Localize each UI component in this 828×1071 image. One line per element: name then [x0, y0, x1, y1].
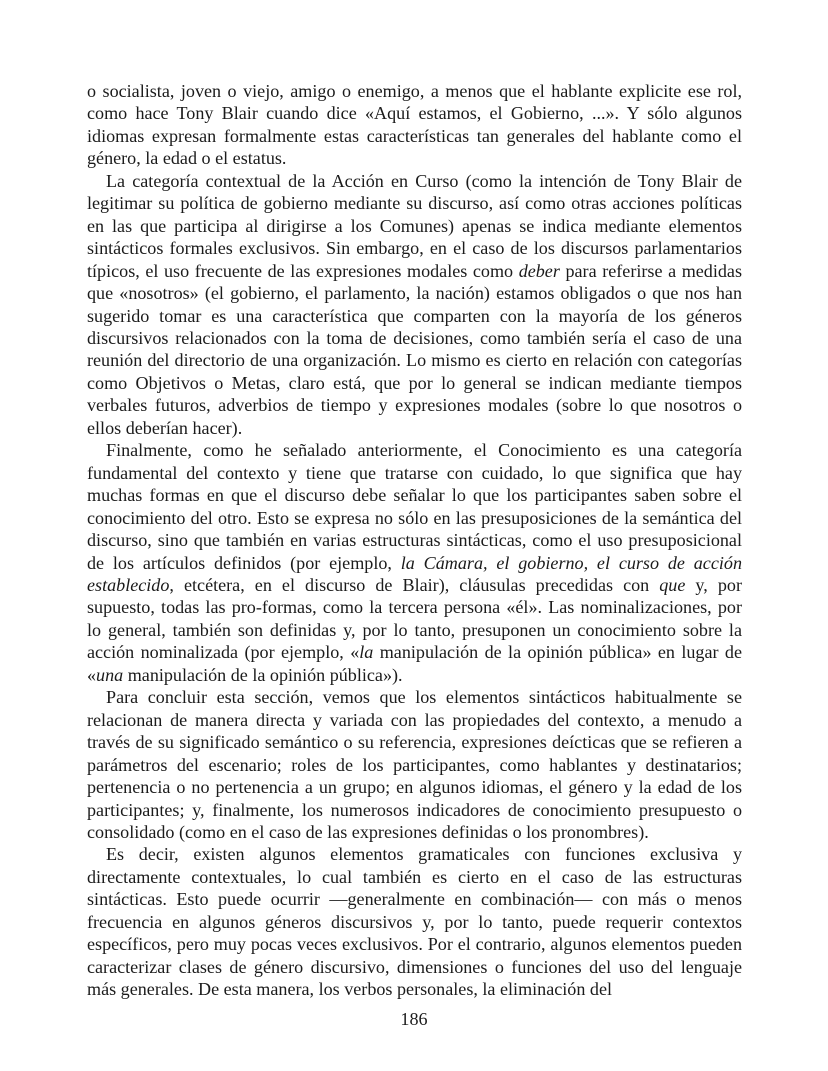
para-3: [87, 439, 742, 686]
text-run: manipulación de la opinión pública» en lugar de «: [87, 642, 742, 685]
emphasis-text: deber: [518, 260, 560, 281]
text-run: Es decir, existen algunos elementos gramaticales con funciones exclusiva y directamente contextuales, lo cual también es cierto en el caso de las estructuras sintácticas. Esto puede ocurrir —generalmente en combinación— con más o menos frecuencia en algunos géneros discursivos y, por lo tanto, puede requerir contextos específicos, pero muy pocas veces exclusivos. Por el contrario, algunos elementos pueden caracterizar clases de género discursivo, dimensiones o funciones del uso del lenguaje más generales. De esta manera, los verbos personales, la eliminación del: [87, 844, 742, 1000]
text-run: , etcétera, en el discurso de Blair), cláusulas precedidas con: [169, 574, 660, 595]
emphasis-text: la Cámara, el gobierno, el curso de acción establecido: [87, 552, 742, 595]
para-4: [87, 686, 742, 843]
para-2: [87, 170, 742, 439]
body-text-column: [87, 80, 742, 1001]
text-run: para referirse a medidas que «nosotros» (el gobierno, el parlamento, la nación) estamos obligados o que nos han sugerido tomar es una característica que comparten con la mayoría de los géneros discursivos relacionados con la toma de decisiones, como también sería el caso de una reunión del directorio de una organización. Lo mismo es cierto en relación con categorías como Objetivos o Metas, claro está, que por lo general se indican mediante tiempos verbales futuros, adverbios de tiempo y expresiones modales (sobre lo que nosotros o ellos deberían hacer).: [87, 260, 742, 438]
text-run: La categoría contextual de la Acción en Curso (como la intención de Tony Blair de legitimar su política de gobierno mediante su discurso, así como otras acciones políticas en las que participa al dirigirse a los Comunes) apenas se indica mediante elementos sintácticos formales exclusivos. Sin embargo, en el caso de los discursos parlamentarios típicos, el uso frecuente de las expresiones modales como: [87, 170, 742, 281]
para-5: [87, 843, 742, 1000]
text-run: manipulación de la opinión pública»).: [123, 664, 403, 685]
page-number: 186: [400, 1009, 428, 1029]
text-run: Finalmente, como he señalado anteriormente, el Conocimiento es una categoría fundamental del contexto y tiene que tratarse con cuidado, lo que significa que hay muchas formas en que el discurso debe señalar lo que los participantes saben sobre el conocimiento del otro. Esto se expresa no sólo en las presuposiciones de la semántica del discurso, sino que también en varias estructuras sintácticas, como el uso presuposicional de los artículos definidos (por ejemplo,: [87, 440, 742, 573]
emphasis-text: que: [659, 574, 686, 595]
emphasis-text: la: [359, 642, 374, 663]
emphasis-text: una: [96, 664, 124, 685]
para-1: [87, 80, 742, 170]
text-run: Para concluir esta sección, vemos que los elementos sintácticos habitualmente se relacionan de manera directa y variada con las propiedades del contexto, a menudo a través de su significado semántico o su referencia, expresiones deícticas que se refieren a parámetros del escenario; roles de los participantes, como hablantes y destinatarios; pertenencia o no pertenencia a un grupo; en algunos idiomas, el género y la edad de los participantes; y, finalmente, los numerosos indicadores de conocimiento presupuesto o consolidado (como en el caso de las expresiones definidas o los pronombres).: [87, 687, 742, 842]
text-run: y, por supuesto, todas las pro-formas, como la tercera persona «él». Las nominalizaciones, por lo general, también son definidas y, por lo tanto, presuponen un conocimiento sobre la acción nominalizada (por ejemplo, «: [87, 574, 742, 663]
text-run: o socialista, joven o viejo, amigo o enemigo, a menos que el hablante explicite ese rol, como hace Tony Blair cuando dice «Aquí estamos, el Gobierno, ...». Y sólo algunos idiomas expresan formalmente estas características tan generales del hablante como el género, la edad o el estatus.: [87, 81, 742, 169]
